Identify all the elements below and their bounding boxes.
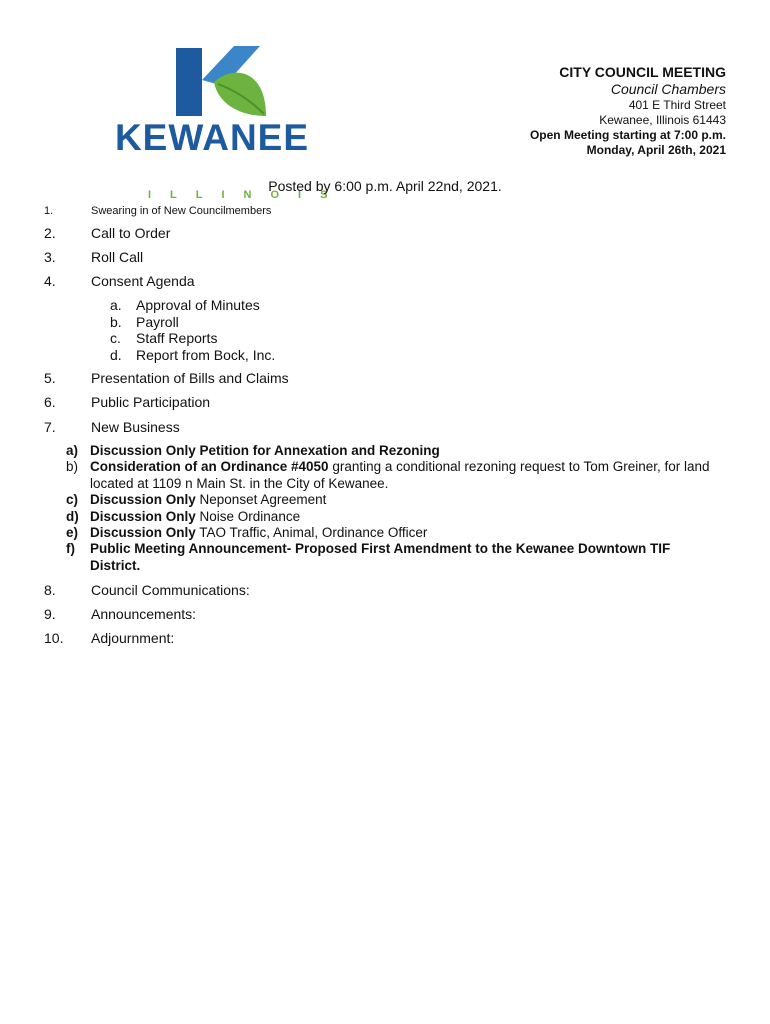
item-label: Public Participation bbox=[91, 394, 211, 410]
city-address: Kewanee, Illinois 61443 bbox=[599, 113, 726, 127]
list-item: e) Discussion Only TAO Traffic, Animal, Ordinance Officer bbox=[66, 525, 428, 541]
item-number: 7. bbox=[44, 419, 56, 435]
item-label: Swearing in of New Councilmembers bbox=[91, 205, 272, 217]
list-item: c. Staff Reports bbox=[110, 330, 218, 346]
item-label: Presentation of Bills and Claims bbox=[91, 370, 289, 386]
k-leaf-icon bbox=[174, 42, 274, 118]
meeting-location: Council Chambers bbox=[610, 81, 726, 97]
item-label: New Business bbox=[91, 419, 180, 435]
street-address: 401 E Third Street bbox=[628, 98, 726, 112]
meeting-header bbox=[530, 64, 726, 158]
list-item: b) Consideration of an Ordinance #4050 granting a conditional rezoning request to Tom Greiner, for land located at 1109 n Main St. in the City of Kewanee. bbox=[66, 459, 710, 491]
list-item: d. Report from Bock, Inc. bbox=[110, 346, 276, 363]
item-number: 8. bbox=[44, 582, 56, 598]
item-number: 2. bbox=[44, 225, 56, 241]
list-item: d) Discussion Only Noise Ordinance bbox=[66, 508, 301, 524]
logo-wordmark: KEWANEE bbox=[114, 117, 310, 158]
posted-notice: Posted by 6:00 p.m. April 22nd, 2021. bbox=[268, 178, 502, 194]
list-item: c) Discussion Only Neponset Agreement bbox=[66, 492, 327, 508]
item-number: 5. bbox=[44, 370, 56, 386]
item-number: 10. bbox=[44, 630, 64, 646]
item-number: 6. bbox=[44, 394, 56, 410]
new-business-list bbox=[66, 443, 716, 574]
item-label: Council Communications: bbox=[91, 582, 250, 598]
item-number: 1. bbox=[44, 205, 54, 217]
item-label: Consent Agenda bbox=[91, 273, 195, 289]
list-item: f) Public Meeting Announcement- Proposed First Amendment to the Kewanee Downtown TIF District. bbox=[66, 541, 671, 573]
item-number: 9. bbox=[44, 606, 56, 622]
item-label: Roll Call bbox=[91, 249, 144, 265]
kewanee-logo bbox=[104, 42, 347, 201]
item-number: 4. bbox=[44, 273, 56, 289]
item-label: Announcements: bbox=[91, 606, 197, 622]
list-item: a) Discussion Only Petition for Annexation and Rezoning bbox=[66, 443, 440, 458]
meeting-title: CITY COUNCIL MEETING bbox=[559, 64, 726, 80]
item-label: Call to Order bbox=[91, 225, 171, 241]
list-item: b. Payroll bbox=[110, 313, 179, 330]
item-number: 3. bbox=[44, 249, 56, 265]
logo-state: ILLINOIS bbox=[148, 189, 347, 201]
consent-agenda-list bbox=[110, 297, 275, 363]
item-label: Adjournment: bbox=[91, 630, 175, 646]
open-meeting-time: Open Meeting starting at 7:00 p.m. bbox=[529, 128, 726, 142]
list-item: a. Approval of Minutes bbox=[110, 297, 260, 313]
meeting-date: Monday, April 26th, 2021 bbox=[586, 143, 726, 157]
